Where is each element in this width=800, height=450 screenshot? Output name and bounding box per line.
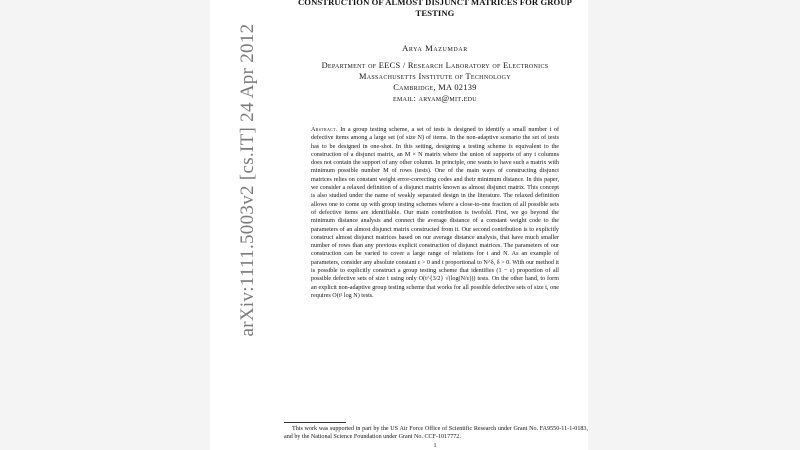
funding-footnote: This work was supported in part by the US Air Force Office of Scientific Research under Grant No. FA9550-11-1-0183, and by the National Science Foundation under Grant No. CCF-1017772.: [284, 426, 588, 441]
author-name: Arya Mazumdar: [402, 43, 468, 53]
abstract: [311, 126, 559, 300]
affiliation-line: Massachusetts Institute of Technology: [359, 72, 511, 81]
abstract-label: Abstract.: [311, 127, 338, 133]
footnote-rule: [284, 422, 346, 423]
page-number: 1: [433, 443, 437, 449]
author-email: email: aryam@mit.edu: [393, 94, 477, 103]
abstract-text: In a group testing scheme, a set of tests is designed to identify a small number t of defective items among a large set (of size N) of items. In the non-adaptive scenario the set of tests has to be designed in one-shot. In this setting, designing a testing scheme is equivalent to the construction of a disjunct matrix, an M × N matrix where the union of supports of any t columns does not contain the support of any other column. In principle, one wants to have such a matrix with minimum possible number M of rows (tests). One of the main ways of constructing disjunct matrices relies on constant weight error-correcting codes and their minimum distance. In this paper, we consider a relaxed definition of a disjunct matrix known as almost disjunct matrix. This concept is also studied under the name of weakly separated design in the literature. The relaxed definition allows one to come up with group testing schemes where a close-to-one fraction of all possible sets of defective items are identifiable. Our main contribution is twofold. First, we go beyond the minimum distance analysis and connect the average distance of a constant weight code to the parameters of an almost disjunct matrix constructed from it. Our second contribution is to explicitly construct almost disjunct matrices based on our average distance analysis, that have much smaller number of rows than any previous explicit construction of disjunct matrices. The parameters of our construction can be varied to cover a large range of relations for t and N. As an example of parameters, consider any absolute constant ε > 0 and t proportional to N^δ, δ > 0. With our method it is possible to explicitly construct a group testing scheme that identifies (1 − ε) proportion of all possible defective sets of size t using only O(t^{3/2} √(log(N/ε))) tests. On the other hand, to form an explicit non-adaptive group testing scheme that works for all possible defective sets of size t, one requires O(t² log N) tests.: [311, 127, 559, 299]
paper-title: CONSTRUCTION OF ALMOST DISJUNCT MATRICES FOR GROUP TESTING: [298, 0, 572, 18]
left-margin: [0, 0, 210, 450]
affiliation-line: Cambridge, MA 02139: [393, 83, 477, 92]
author-affiliation: [280, 60, 590, 104]
right-margin: [588, 0, 800, 450]
affiliation-line: Department of EECS / Research Laboratory of Electronics: [321, 61, 549, 70]
arxiv-identifier: arXiv:1111.5003v2 [cs.IT] 24 Apr 2012: [237, 23, 258, 337]
